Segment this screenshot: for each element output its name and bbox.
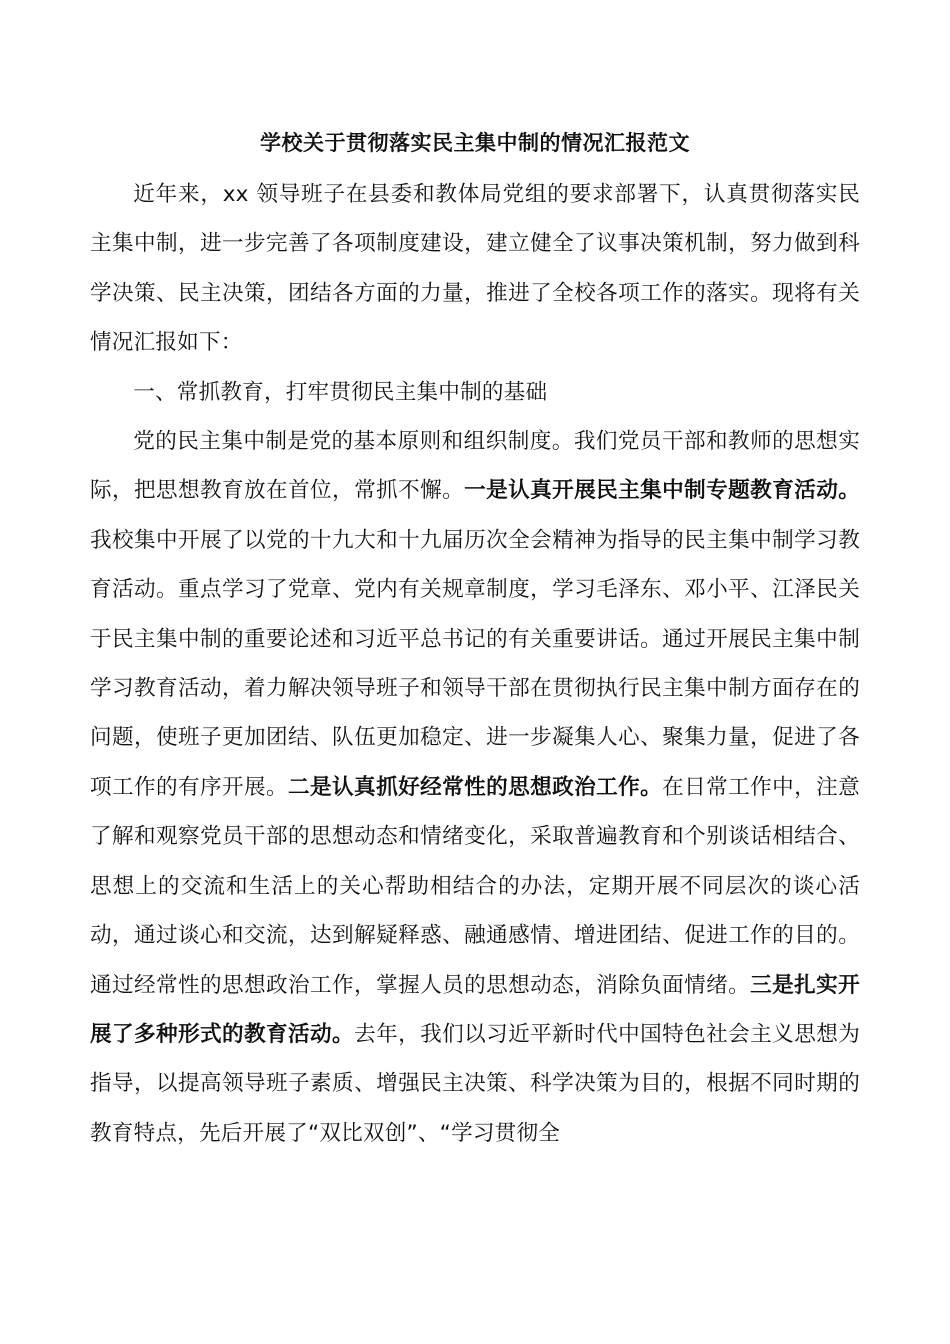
point-3-bold: 三是扎实开展了多种形式的教育活动。 (90, 972, 860, 1047)
point-1-bold: 一是认真开展民主集中制专题教育活动。 (464, 478, 860, 504)
section-1-paragraph (90, 417, 860, 1158)
intro-paragraph: 近年来，xx 领导班子在县委和教体局党组的要求部署下，认真贯彻落实民主集中制，进一步完善了各项制度建设，建立健全了议事决策机制，努力做到科学决策、民主决策，团结各方面的力量，推进了全校各项工作的落实。现将有关情况汇报如下： (90, 182, 860, 356)
section-1-text-3: 在日常工作中，注意了解和观察党员干部的思想动态和情绪变化，采取普遍教育和个别谈话相结合、思想上的交流和生活上的关心帮助相结合的办法，定期开展不同层次的谈心活动，通过谈心和交流，达到解疑释惑、融通感情、增进团结、促进工作的目的。通过经常性的思想政治工作，掌握人员的思想动态，消除负面情绪。 (90, 774, 860, 998)
section-1-text-1: 党的民主集中制是党的基本原则和组织制度。我们党员干部和教师的思想实际，把思想教育放在首位，常抓不懈。 (90, 429, 860, 504)
document-page (90, 118, 860, 1158)
point-2-bold: 二是认真抓好经常性的思想政治工作。 (288, 774, 663, 800)
section-1-heading: 一、常抓教育，打牢贯彻民主集中制的基础 (133, 379, 548, 405)
section-1-text-2: 我校集中开展了以党的十九大和十九届历次全会精神为指导的民主集中制学习教育活动。重点学习了党章、党内有关规章制度，学习毛泽东、邓小平、江泽民关于民主集中制的重要论述和习近平总书记的有关重要讲话。通过开展民主集中制学习教育活动，着力解决领导班子和领导干部在贯彻执行民主集中制方面存在的问题，使班子更加团结、队伍更加稳定、进一步凝集人心、聚集力量，促进了各项工作的有序开展。 (90, 527, 860, 800)
document-title: 学校关于贯彻落实民主集中制的情况汇报范文 (260, 131, 690, 155)
section-1-text-4: 去年，我们以习近平新时代中国特色社会主义思想为指导，以提高领导班子素质、增强民主决策、科学决策为目的，根据不同时期的教育特点，先后开展了“双比双创”、“学习贯彻全 (90, 1021, 860, 1146)
